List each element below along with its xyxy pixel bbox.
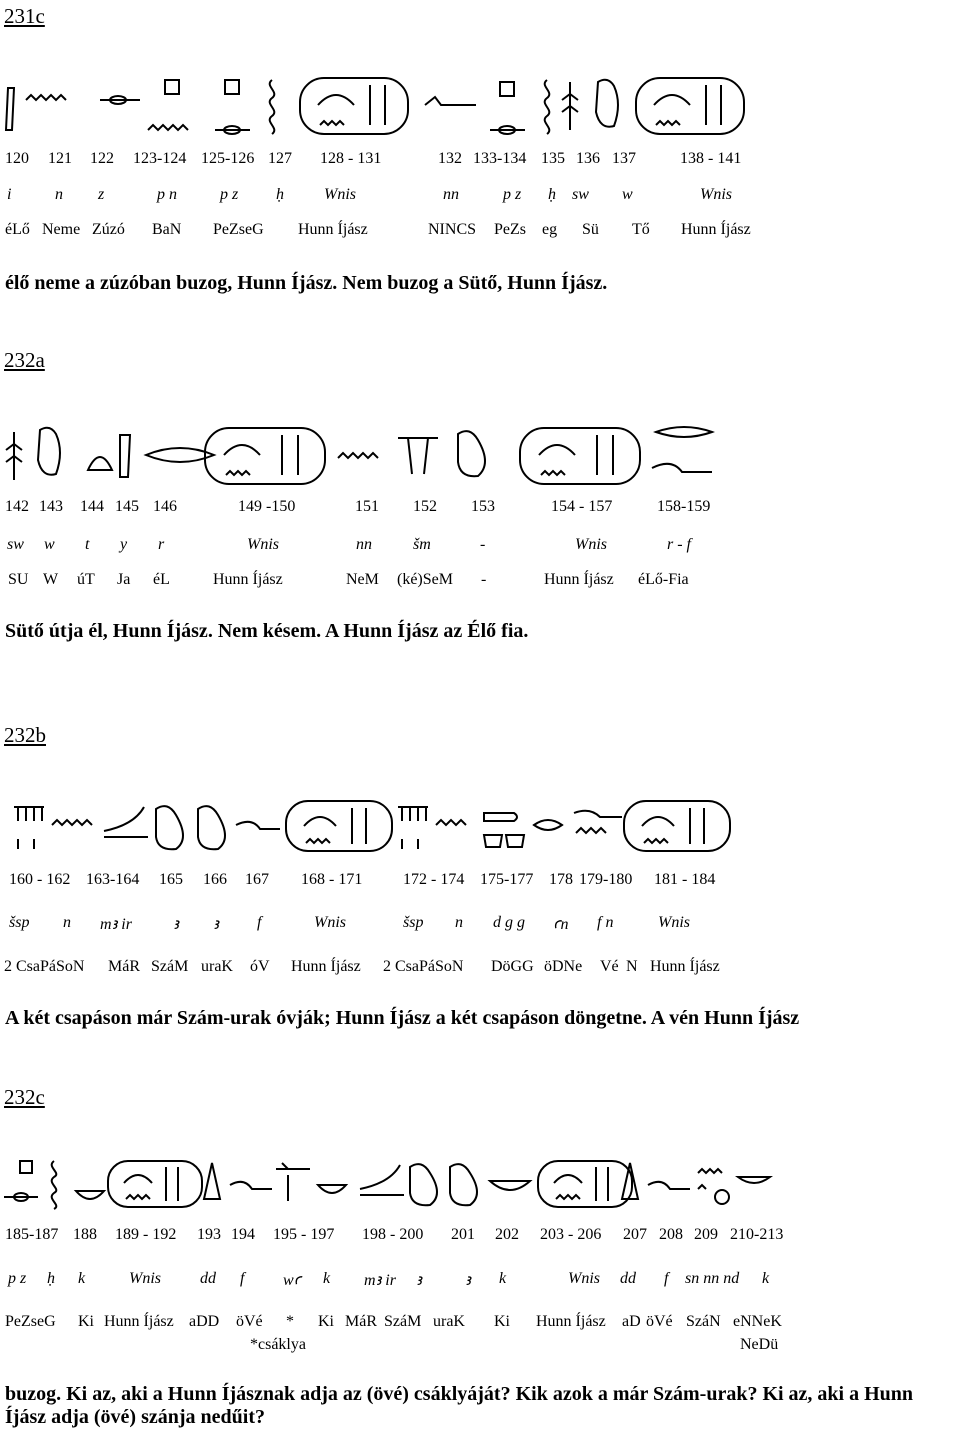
hungarian-word: aDD [189, 1313, 220, 1330]
translit: y [120, 536, 128, 553]
horned-viper-icon [652, 464, 712, 472]
hieroglyph-line-232c [0, 1155, 960, 1215]
translit: i [7, 186, 12, 203]
translit: n [55, 186, 63, 203]
water-icon-2 [148, 125, 188, 130]
cartouche-icon-2 [538, 1161, 632, 1207]
translit: ḥ [548, 186, 556, 203]
pool-icon [398, 438, 438, 474]
stool-icon [165, 80, 179, 94]
translit: ḥ [47, 1270, 55, 1287]
hungarian-word: SzáM [151, 958, 189, 975]
hungarian-word: Zúzó [92, 221, 125, 238]
translit: šsp [9, 914, 30, 931]
hungarian-word: Tő [632, 221, 650, 238]
sedge-icon [562, 82, 578, 130]
hungarian-word: MáR [108, 958, 140, 975]
hungarian-word: SzáM [384, 1313, 422, 1330]
translit: ḥ [276, 186, 284, 203]
cartouche-icon [205, 428, 325, 484]
basket-icon [484, 835, 524, 847]
hungarian-word: NeM [346, 571, 379, 588]
reed-icon [6, 88, 14, 130]
twisted-flax-icon [270, 80, 275, 134]
translit: k [762, 1270, 770, 1287]
translit: Wnis [129, 1270, 161, 1287]
reed-icon [120, 435, 130, 477]
hungarian-word: SU [8, 571, 29, 588]
glyph-number: 135 [541, 150, 565, 167]
translit: f [257, 914, 262, 931]
glyph-number: 163-164 [86, 871, 140, 888]
section-heading-231c: 231c [4, 4, 45, 28]
hungarian-word: öDNe [544, 958, 583, 975]
vulture-icon-2 [198, 806, 225, 849]
glyph-number: 188 [73, 1226, 97, 1243]
glyph-number: 154 - 157 [551, 498, 613, 515]
glyph-number: 144 [80, 498, 104, 515]
water-icon-2 [436, 820, 466, 825]
water-icon-2 [698, 1185, 706, 1189]
hungarian-word: uraK [433, 1313, 465, 1330]
hungarian-word: * [286, 1313, 294, 1330]
translit: dd [620, 1270, 636, 1287]
glyph-number: 178 [549, 871, 573, 888]
translit: k [78, 1270, 86, 1287]
glyph-number: 153 [471, 498, 495, 515]
stool-icon-2 [225, 80, 239, 94]
glyph-number: 160 - 162 [9, 871, 71, 888]
cartouche-icon [300, 78, 408, 134]
translit: w [622, 186, 633, 203]
bolt-icon [100, 96, 140, 104]
hungarian-word: PeZseG [213, 221, 264, 238]
hungarian-word: W [43, 571, 59, 588]
glyph-number: 149 -150 [238, 498, 296, 515]
quail-chick-icon [38, 428, 60, 475]
hungarian-word: Ja [117, 571, 131, 588]
glyph-number: 201 [451, 1226, 475, 1243]
harpoon-icon [425, 97, 476, 105]
translit: ꜣ [213, 916, 219, 933]
translit: f [240, 1270, 245, 1287]
hungarian-word: uraK [201, 958, 233, 975]
glyph-number: 127 [268, 150, 292, 167]
cartouche-icon-2 [636, 78, 744, 134]
harpoon-icon [276, 1163, 310, 1201]
hungarian-word: éL [153, 571, 170, 588]
hungarian-word: Ki [494, 1313, 510, 1330]
translation-sentence-232a: Sütő útja él, Hunn Íjász. Nem késem. A Hunn Íjász az Élő fia. [5, 620, 529, 642]
twisted-flax-icon-2 [545, 80, 550, 134]
section-heading-232a: 232a [4, 348, 45, 372]
translit: r [158, 536, 165, 553]
translit: Wnis [575, 536, 607, 553]
glyph-number: 136 [576, 150, 600, 167]
hungarian-word: 2 CsaPáSoN [383, 958, 464, 975]
cartouche-icon [286, 801, 392, 851]
sickle-icon [360, 1165, 404, 1195]
cartouche-icon-2 [624, 801, 730, 851]
hungarian-word: Ki [318, 1313, 334, 1330]
water-icon [698, 1169, 722, 1173]
sickle-icon [104, 807, 148, 837]
glyph-number: 142 [5, 498, 29, 515]
hungarian-word: DöGG [491, 958, 534, 975]
hungarian-word: Hunn Íjász [681, 221, 751, 238]
translit: sw [7, 536, 24, 553]
horned-viper-icon-2 [648, 1182, 690, 1189]
glyph-number: 151 [355, 498, 379, 515]
pot-icon [715, 1190, 729, 1204]
translit: z [98, 186, 105, 203]
mouth-icon [146, 448, 214, 462]
hungarian-word: Hunn Íjász [291, 958, 361, 975]
bird-icon [458, 431, 485, 476]
mouth-icon-2 [656, 427, 712, 437]
glyph-number: 185-187 [5, 1226, 59, 1243]
hungarian-word: Vé [600, 958, 619, 975]
translit: wꜥ [283, 1272, 302, 1289]
hand-icon [204, 1163, 220, 1199]
glyph-number: 209 [694, 1226, 718, 1243]
hungarian-word: PeZs [494, 221, 526, 238]
hungarian-word: öVé [646, 1313, 673, 1330]
hieroglyph-line-231c [0, 70, 960, 140]
water-icon-3 [576, 828, 606, 833]
translit: ꜣ [416, 1272, 422, 1289]
hungarian-word: öVé [236, 1313, 263, 1330]
bolt-icon [4, 1193, 38, 1201]
translit: p n [157, 186, 177, 203]
translit: nn [356, 536, 372, 553]
hungarian-word: Hunn Íjász [536, 1313, 606, 1330]
translit: d g g [493, 914, 525, 931]
hungarian-word: Sü [582, 221, 599, 238]
glyph-number: 165 [159, 871, 183, 888]
translit: n [63, 914, 71, 931]
bread-icon [88, 457, 112, 470]
footnote-word: NeDü [740, 1336, 779, 1353]
hungarian-word: Ki [78, 1313, 94, 1330]
water-icon [338, 453, 378, 458]
glyph-number: 121 [48, 150, 72, 167]
hungarian-word: Hunn Íjász [213, 571, 283, 588]
hungarian-word: MáR [345, 1313, 377, 1330]
hungarian-word: eNNeK [733, 1313, 782, 1330]
translit: p z [503, 186, 522, 203]
glyph-number: 208 [659, 1226, 683, 1243]
hungarian-word: - [481, 571, 487, 588]
translit: šsp [403, 914, 424, 931]
vulture-icon [410, 1164, 437, 1205]
translit: n [455, 914, 463, 931]
translit: t [85, 536, 90, 553]
basket-icon-3 [490, 1181, 530, 1190]
hungarian-word: BaN [152, 221, 182, 238]
basket-icon-2 [318, 1185, 346, 1193]
glyph-number: 167 [245, 871, 269, 888]
translit: ꜥn [553, 916, 569, 933]
glyph-number: 125-126 [201, 150, 255, 167]
glyph-number: 172 - 174 [403, 871, 465, 888]
translit: Wnis [247, 536, 279, 553]
glyph-number: 210-213 [730, 1226, 784, 1243]
hand-icon [484, 813, 517, 821]
translit: sw [572, 186, 589, 203]
translit: f [664, 1270, 669, 1287]
stool-icon-3 [500, 82, 514, 96]
hungarian-word: Hunn Íjász [298, 221, 368, 238]
hieroglyph-line-232b [0, 795, 960, 857]
glyph-number: 123-124 [133, 150, 187, 167]
cartouche-icon [108, 1161, 202, 1207]
glyph-number: 143 [39, 498, 63, 515]
section-heading-232c: 232c [4, 1085, 45, 1109]
vulture-icon [156, 806, 183, 849]
water-icon [52, 820, 92, 825]
translit: šm [413, 536, 431, 553]
glyph-number: 198 - 200 [362, 1226, 424, 1243]
hungarian-word: aD [622, 1313, 641, 1330]
water-icon [26, 95, 66, 100]
quail-chick-icon [596, 80, 618, 127]
glyph-number: 202 [495, 1226, 519, 1243]
basket-icon-4 [738, 1177, 770, 1183]
translation-sentence-231c: élő neme a zúzóban buzog, Hunn Íjász. Nem buzog a Sütő, Hunn Íjász. [5, 272, 608, 294]
glyph-number: 120 [5, 150, 29, 167]
hungarian-word: NINCS [428, 221, 477, 238]
glyph-number: 145 [115, 498, 139, 515]
glyph-number: 137 [612, 150, 636, 167]
hungarian-word: úT [77, 571, 95, 588]
hungarian-word: N [626, 958, 638, 975]
hungarian-word: (ké)SeM [397, 571, 453, 588]
glyph-number: 194 [231, 1226, 255, 1243]
hungarian-word: eg [542, 221, 558, 238]
glyph-number: 195 - 197 [273, 1226, 335, 1243]
hungarian-word: 2 CsaPáSoN [4, 958, 85, 975]
glyph-number: 207 [623, 1226, 647, 1243]
cartouche-icon-2 [520, 428, 640, 484]
hungarian-word: Hunn Íjász [650, 958, 720, 975]
translit: Wnis [700, 186, 732, 203]
hungarian-word: óV [250, 958, 270, 975]
glyph-number: 152 [413, 498, 437, 515]
sun-rays-icon-2 [398, 807, 428, 849]
glyph-number: 179-180 [579, 871, 633, 888]
translit: p z [220, 186, 239, 203]
basket-icon [76, 1191, 104, 1199]
glyph-number: 132 [438, 150, 462, 167]
translit: Wnis [658, 914, 690, 931]
glyph-number: 158-159 [657, 498, 711, 515]
translit: nn [443, 186, 459, 203]
eye-icon [534, 820, 562, 830]
translit: Wnis [568, 1270, 600, 1287]
sun-rays-icon [14, 807, 44, 849]
glyph-number: 175-177 [480, 871, 534, 888]
glyph-number: 166 [203, 871, 227, 888]
bolt-icon-3 [490, 126, 525, 134]
horned-viper-icon [236, 822, 280, 829]
translit: r - f [667, 536, 691, 553]
glyph-number: 122 [90, 150, 114, 167]
hungarian-word: éLő-Fia [638, 571, 689, 588]
glyph-number: 181 - 184 [654, 871, 716, 888]
vulture-icon-2 [450, 1164, 477, 1205]
glyph-number: 146 [153, 498, 177, 515]
hungarian-word: Neme [42, 221, 81, 238]
section-heading-232b: 232b [4, 723, 46, 747]
translit: f n [597, 914, 614, 931]
translation-sentence-232b: A két csapáson már Szám-urak óvják; Hunn Íjász a két csapáson döngetne. A vén Hunn Íjász [5, 1007, 800, 1029]
translit: mꜣ ir [364, 1272, 396, 1289]
translit: ꜣ [465, 1272, 471, 1289]
translit: Wnis [324, 186, 356, 203]
translit: p z [8, 1270, 27, 1287]
translit: - [480, 536, 486, 553]
stool-icon [20, 1161, 32, 1173]
hungarian-word: PeZseG [5, 1313, 56, 1330]
hungarian-word: Hunn Íjász [104, 1313, 174, 1330]
translit: mꜣ ir [100, 916, 132, 933]
translit: ꜣ [173, 916, 179, 933]
sedge-icon [6, 432, 22, 480]
glyph-number: 193 [197, 1226, 221, 1243]
glyph-number: 128 - 131 [320, 150, 382, 167]
glyph-number: 189 - 192 [115, 1226, 177, 1243]
translit: sn nn nd [685, 1270, 740, 1287]
glyph-number: 138 - 141 [680, 150, 742, 167]
hungarian-word: Hunn Íjász [544, 571, 614, 588]
horned-viper-icon [230, 1182, 272, 1189]
translit: k [499, 1270, 507, 1287]
hieroglyph-line-232a [0, 420, 960, 490]
translation-sentence-232c: buzog. Ki az, aki a Hunn Íjásznak adja az (övé) csáklyáját? Kik azok a már Szám-urak? Ki az, aki a Hunn Íjász adja (övé) szánja nedűit? [5, 1383, 914, 1428]
translit: dd [200, 1270, 216, 1287]
glyph-number: 203 - 206 [540, 1226, 602, 1243]
hungarian-word: SzáN [686, 1313, 721, 1330]
footnote-word: *csáklya [250, 1336, 306, 1353]
glyph-number: 168 - 171 [301, 871, 363, 888]
glyph-number: 133-134 [473, 150, 527, 167]
translit: Wnis [314, 914, 346, 931]
bolt-icon-2 [215, 126, 250, 134]
hungarian-word: éLő [5, 221, 30, 238]
translit: w [44, 536, 55, 553]
horned-viper-icon-2 [574, 811, 622, 817]
twisted-flax-icon [52, 1161, 57, 1209]
translit: k [323, 1270, 331, 1287]
